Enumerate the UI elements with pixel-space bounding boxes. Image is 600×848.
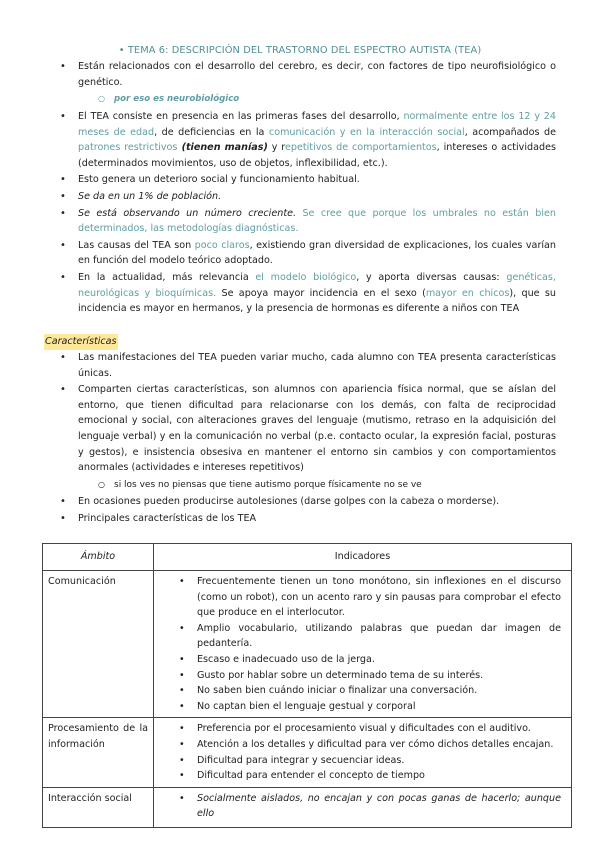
header-ambito: Ámbito [43,544,154,571]
section-heading: Características [44,334,118,350]
characteristics-list [0,350,600,527]
list-item: • Amplio vocabulario, utilizando palabras que puedan dar imagen de pedantería. [179,622,561,650]
intro-list [0,59,600,108]
title-text: TEMA 6: DESCRIPCIÓN DEL TRASTORNO DEL ESPECTRO AUTISTA (TEA) [127,45,482,56]
indicadores-cell [154,787,572,827]
ambito-cell: Interacción social [43,787,154,827]
sub-list-item: ○ por eso es neurobiológico [0,91,600,108]
list-item: • Esto genera un deterioro social y funcionamiento habitual. [60,174,360,186]
list-item: • En la actualidad, más relevancia el modelo biológico, y aporta diversas causas: genéticas, neurológicas y bioquímicas. Se apoya mayor incidencia en el sexo (mayor en chicos), que su incidencia es mayor en hermanos, y la presencia de hormonas es diferente a niños con TEA [60,271,556,315]
list-item: • No saben bien cuándo iniciar o finalizar una conversación. [179,685,478,697]
table-header-row [43,544,572,571]
ambito-cell: Comunicación [43,571,154,718]
list-item: • Las manifestaciones del TEA pueden variar mucho, cada alumno con TEA presenta características únicas. [60,352,556,379]
intro-list-2 [0,109,600,317]
list-item: • Dificultad para integrar y secuenciar ideas. [179,754,405,766]
characteristics-table [42,543,572,828]
list-item: • Se da en un 1% de población. [60,190,222,202]
list-item: • El TEA consiste en presencia en las primeras fases del desarrollo, normalmente entre los 12 y 24 meses de edad, de deficiencias en la comunicación y en la interacción social, acompañados de patrones restrictivos (tienen manías) y repetitivos de comportamientos, intereses o actividades (determinados movimientos, uso de objetos, inflexibilidad, etc.). [60,111,557,169]
indicadores-cell [154,571,572,718]
header-indicadores: Indicadores [154,544,572,571]
list-item: • Están relacionados con el desarrollo del cerebro, es decir, con factores de tipo neurofisiológico o genético. [60,61,556,88]
table-row [43,787,572,827]
page-title [0,43,600,59]
list-item: • Las causas del TEA son poco claros, existiendo gran diversidad de explicaciones, los cuales varían en función del modelo teórico adoptado. [60,239,557,267]
sub-bullet: ○ [98,94,105,104]
list-item: • Dificultad para entender el concepto de tiempo [179,770,425,782]
sub-list-item: ○ si los ves no piensas que tiene autismo porque físicamente no se ve [98,479,422,490]
list-item: • Escaso e inadecuado uso de la jerga. [179,653,375,665]
list-item: • Principales características de los TEA [60,512,257,524]
table-row [43,571,572,718]
list-item: • No captan bien el lenguaje gestual y corporal [179,700,416,712]
list-item: • Preferencia por el procesamiento visual y dificultades con el auditivo. [179,723,531,735]
list-item: • Gusto por hablar sobre un determinado tema de su interés. [179,669,484,681]
table-row [43,718,572,787]
ambito-cell: Procesamiento de la información [43,718,154,787]
list-item: • Se está observando un número creciente. Se cree que porque los umbrales no están bien determinados, las metodologías diagnósticas. [60,207,556,235]
list-item: • Atención a los detalles y dificultad para ver cómo dichos detalles encajan. [179,738,554,750]
title-bullet: • [118,45,125,56]
bullet: • [60,61,66,72]
list-item: • En ocasiones pueden producirse autolesiones (darse golpes con la cabeza o morderse). [60,496,500,508]
list-item: • Comparten ciertas características, son alumnos con apariencia física normal, que se aíslan del entorno, que tienen dificultad para relacionarse con los demás, con falta de reciprocidad emocional y social, con alteraciones graves del lenguaje (mutismo, retraso en la adquisición del lenguaje verbal) y en la comunicación no verbal (p.e. contacto ocular, la expresión facial, posturas y gestos), e insistencia obsesiva en mantener el entorno sin cambios y con comportamientos anormales (actividades e intereses repetitivos) [60,384,556,474]
list-item: • Socialmente aislados, no encajan y con pocas ganas de hacerlo; aunque ello [179,792,561,820]
indicadores-cell [154,718,572,787]
list-item: • Frecuentemente tienen un tono monótono, sin inflexiones en el discurso (como un robot), con un acento raro y sin pausas para comprobar el efecto que produce en el interlocutor. [179,576,561,619]
